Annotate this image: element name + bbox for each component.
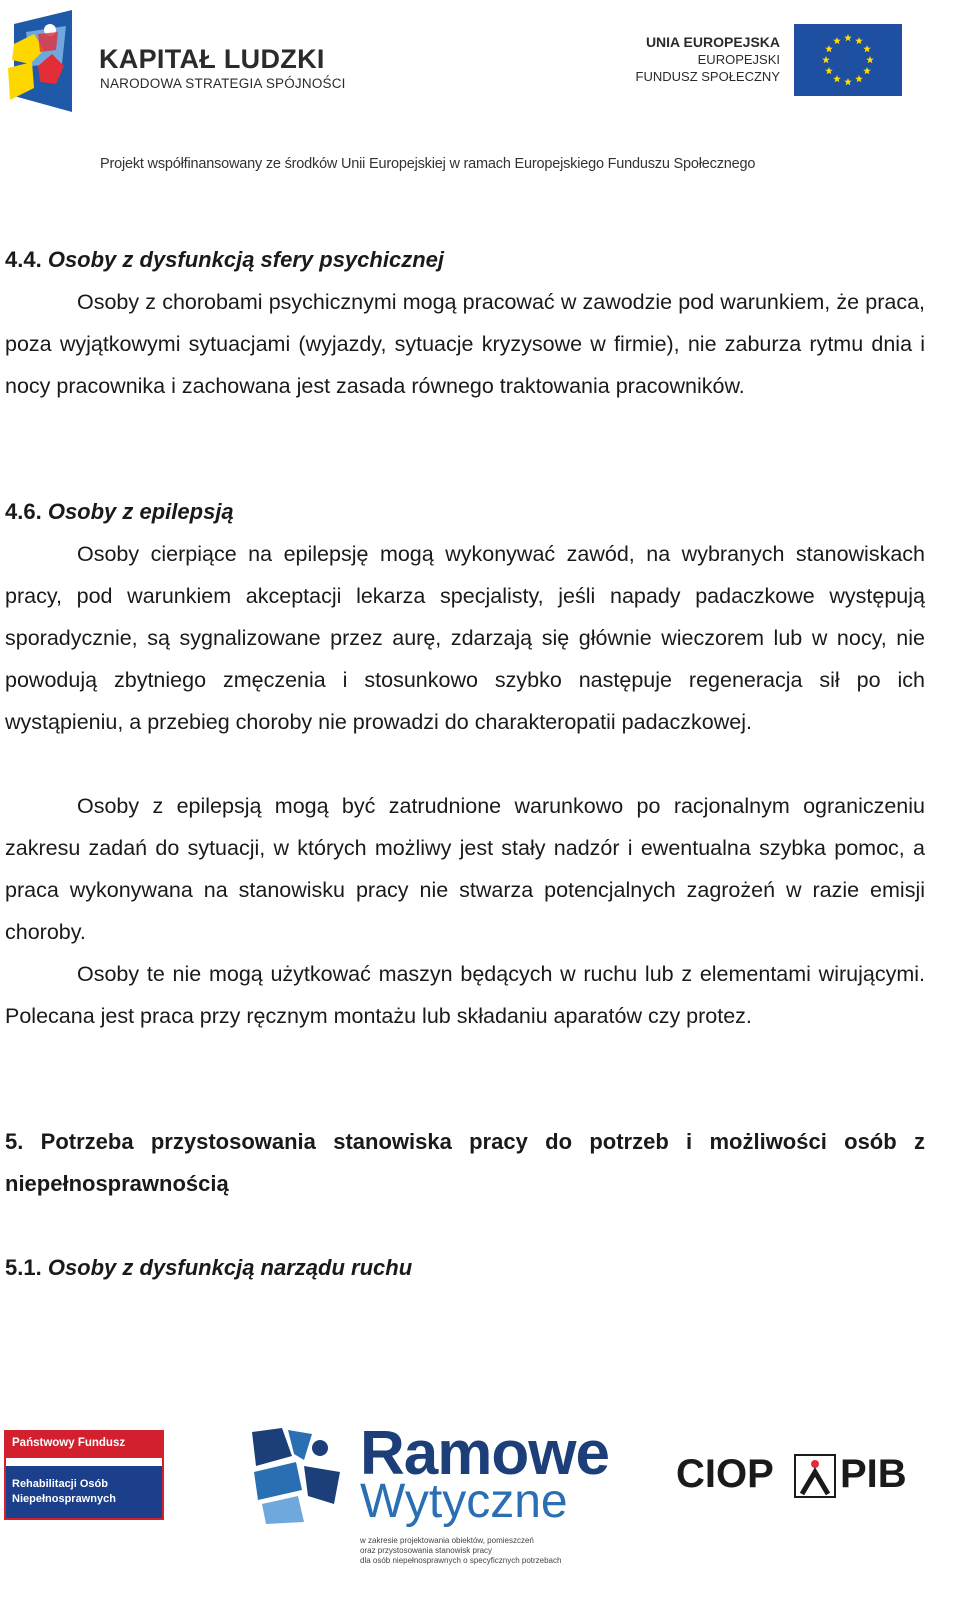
pfron-line2: Rehabilitacji Osób [12, 1478, 108, 1490]
rw-title-line2: Wytyczne [360, 1475, 568, 1528]
paragraph: Osoby z chorobami psychicznymi mogą pracować w zawodzie pod warunkiem, że praca, poza wyjątkowymi sytuacjami (wyjazdy, sytuacje kryzysowe w firmie), nie zaburza rytmu dnia i nocy pracownika i zachowana jest zasada równego traktowania pracowników. [5, 290, 925, 398]
eu-logo [620, 24, 902, 98]
rw-title-line1: Ramowe [360, 1419, 609, 1488]
eu-text-line2: EUROPEJSKI [697, 52, 780, 67]
pfron-logo [4, 1430, 164, 1520]
paragraph: Osoby te nie mogą użytkować maszyn będących w ruchu lub z elementami wirującymi. Polecana jest praca przy ręcznym montażu lub składaniu aparatów czy protez. [5, 962, 925, 1028]
section-number: 4.6. [5, 499, 42, 524]
eu-text-line3: FUNDUSZ SPOŁECZNY [635, 69, 780, 84]
ramowe-wytyczne-emblem [248, 1426, 348, 1526]
ramowe-wytyczne-logo [248, 1419, 609, 1569]
section-title: Osoby z dysfunkcją narządu ruchu [47, 1255, 413, 1280]
kapital-ludzki-subtitle: NARODOWA STRATEGIA SPÓJNOŚCI [100, 76, 346, 91]
kapital-ludzki-title: KAPITAŁ LUDZKI [99, 44, 325, 74]
ciop-pib-logo [676, 1452, 926, 1502]
pfron-line3: Niepełnosprawnych [12, 1493, 116, 1505]
section-heading [5, 497, 234, 527]
rw-caption2: oraz przystosowania stanowisk pracy [360, 1546, 493, 1555]
section-title: Osoby z epilepsją [47, 499, 234, 524]
kapital-ludzki-emblem [4, 4, 84, 116]
ciop-person-icon [794, 1454, 836, 1498]
ciop-text: CIOP [676, 1452, 774, 1496]
section-title: Osoby z dysfunkcją sfery psychicznej [47, 247, 444, 272]
chapter-heading: 5. Potrzeba przystosowania stanowiska pracy do potrzeb i możliwości osób z niepełnosprawnością [5, 1129, 925, 1196]
eu-text-line1: UNIA EUROPEJSKA [645, 34, 780, 50]
rw-caption3: dla osób niepełnosprawnych o specyficznych potrzebach [360, 1556, 562, 1565]
section-number: 4.4. [5, 247, 42, 272]
rw-caption1: w zakresie projektowania obiektów, pomieszczeń [360, 1536, 534, 1545]
paragraph: Osoby z epilepsją mogą być zatrudnione warunkowo po racjonalnym ograniczeniu zakresu zadań do sytuacji, w których możliwy jest stały nadzór i ewentualna szybka pomoc, a praca wykonywana na stanowisku pracy nie stwarza potencjalnych zagrożeń w razie emisji choroby. [5, 794, 925, 944]
section-heading [5, 1253, 412, 1283]
paragraph: Osoby cierpiące na epilepsję mogą wykonywać zawód, na wybranych stanowiskach pracy, pod warunkiem akceptacji lekarza specjalisty, jeśli napady padaczkowe występują sporadycznie, są sygnalizowane przez aurę, zdarzają się głównie wieczorem lub w nocy, nie powodują zbytniego zmęczenia i stosunkowo szybko następuje regeneracja sił po ich wystąpieniu, a przebieg choroby nie prowadzi do charakteropatii padaczkowej. [5, 542, 925, 734]
cofinancing-note: Projekt współfinansowany ze środków Unii Europejskiej w ramach Europejskiego Funduszu Społecznego [100, 156, 756, 172]
pfron-line1: Państwowy Fundusz [12, 1437, 126, 1449]
section-heading [5, 245, 444, 275]
section-number: 5.1. [5, 1255, 42, 1280]
eu-flag-icon [794, 24, 902, 96]
kapital-ludzki-logo [4, 4, 344, 116]
pib-text: PIB [840, 1452, 907, 1496]
